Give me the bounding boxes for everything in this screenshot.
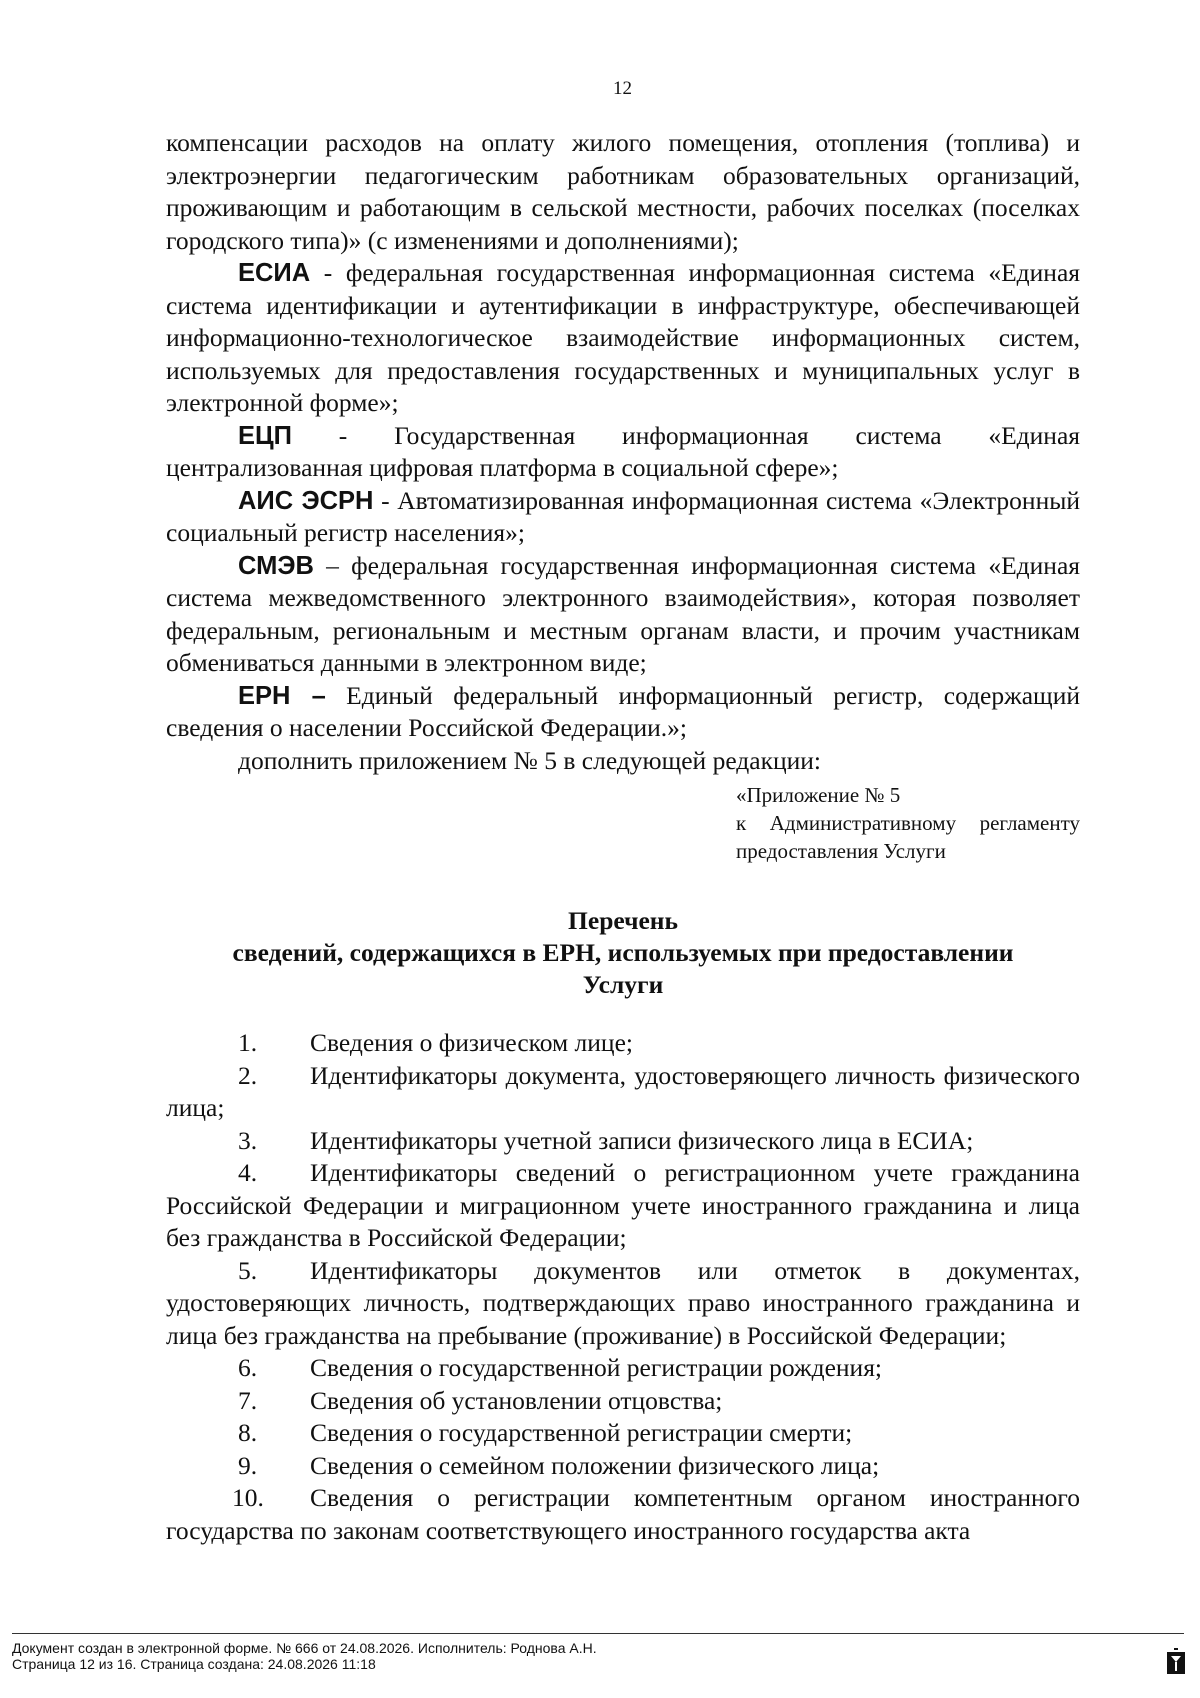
footer-line-2: Страница 12 из 16. Страница создана: 24.08.2026 11:18 xyxy=(12,1656,376,1672)
supplement-paragraph: дополнить приложением № 5 в следующей редакции: xyxy=(238,745,822,775)
term-ern: ЕРН – xyxy=(238,681,326,710)
heading-line-3: Услуги xyxy=(582,970,664,999)
definition-ecp xyxy=(166,420,1080,485)
definition-ecp-text: - Государственная информационная система «Единая централизованная цифровая платформа в социальной сфере»; xyxy=(166,420,1080,482)
list-item xyxy=(166,1157,1080,1255)
list-item-number: 1. xyxy=(238,1028,258,1057)
list-item-number: 3. xyxy=(238,1125,258,1155)
annex-reference xyxy=(736,781,1080,865)
section-heading xyxy=(166,905,1080,1001)
definition-esia-text: - федеральная государственная информационная система «Единая система идентификации и аутентификации в инфраструктуре, обеспечивающей информационно-технологическое взаимодействие информационных систем, используемых для предоставления государственных и муниципальных услуг в электронной форме»; xyxy=(166,258,1080,417)
list-item-text: Сведения о государственной регистрации рождения; xyxy=(310,1353,883,1382)
list-item-number: 2. xyxy=(238,1060,258,1090)
list-item-number: 6. xyxy=(238,1353,258,1382)
document-footer xyxy=(12,1640,597,1672)
definition-ern-text: Единый федеральный информационный регистр, содержащий сведения о населении Российской Федерации.»; xyxy=(166,680,1080,742)
list-item-number: 4. xyxy=(238,1158,258,1187)
list-item xyxy=(166,1385,1080,1418)
heading-line-1: Перечень xyxy=(568,906,678,935)
definition-esia xyxy=(166,257,1080,420)
list-item-text: Идентификаторы сведений о регистрационном учете гражданина Российской Федерации и миграционном учете иностранного гражданина и лица без гражданства в Российской Федерации; xyxy=(166,1158,1080,1252)
list-item-number: 10. xyxy=(232,1483,264,1512)
definition-ais-esrn xyxy=(166,485,1080,550)
list-item-text: Сведения об установлении отцовства; xyxy=(310,1385,723,1415)
info-list xyxy=(166,1027,1080,1547)
list-item-text: Сведения о государственной регистрации смерти; xyxy=(310,1418,853,1447)
term-ais-esrn: АИС ЭСРН xyxy=(238,486,374,515)
list-item-text: Идентификаторы документов или отметок в документах, удостоверяющих личность, подтверждающих право иностранного гражданина и лица без гражданства на пребывание (проживание) в Российской Федерации; xyxy=(166,1255,1080,1350)
bookmark-logo-icon xyxy=(1164,1648,1188,1676)
list-item xyxy=(166,1255,1080,1353)
document-body xyxy=(166,127,1080,1547)
paragraph-continuation: компенсации расходов на оплату жилого помещения, отопления (топлива) и электроэнергии педагогическим работникам образовательных организаций, проживающим и работающим в сельской местности, рабочих поселках (поселках городского типа)» (с изменениями и дополнениями); xyxy=(166,128,1080,255)
list-item xyxy=(166,1027,1080,1060)
page-number: 12 xyxy=(613,78,632,99)
list-item-text: Идентификаторы документа, удостоверяющего личность физического лица; xyxy=(166,1060,1080,1122)
annex-title: «Приложение № 5 xyxy=(736,783,901,807)
term-esia: ЕСИА xyxy=(238,259,311,287)
term-ecp: ЕЦП xyxy=(238,421,292,450)
definition-smev xyxy=(166,550,1080,680)
footer-line-1: Документ создан в электронной форме. № 666 от 24.08.2026. Исполнитель: Роднова А.Н. xyxy=(12,1640,597,1656)
list-item xyxy=(166,1450,1080,1483)
list-item-text: Сведения о физическом лице; xyxy=(310,1028,633,1057)
annex-subtitle: к Административному регламенту предоставления Услуги xyxy=(736,811,1080,863)
list-item-number: 5. xyxy=(238,1255,258,1285)
list-item xyxy=(166,1352,1080,1385)
definition-smev-text: – федеральная государственная информационная система «Единая система межведомственного электронного взаимодействия», которая позволяет федеральным, региональным и местным органам власти, и прочим участникам обмениваться данными в электронном виде; xyxy=(166,550,1080,677)
list-item xyxy=(166,1417,1080,1450)
term-smev: СМЭВ xyxy=(238,551,314,580)
definition-ern xyxy=(166,680,1080,745)
list-item-number: 8. xyxy=(238,1418,258,1447)
list-item-text: Сведения о семейном положении физического лица; xyxy=(310,1450,880,1480)
list-item-number: 9. xyxy=(238,1450,258,1480)
list-item-text: Идентификаторы учетной записи физического лица в ЕСИА; xyxy=(310,1125,974,1155)
list-item-text: Сведения о регистрации компетентным органом иностранного государства по законам соответствующего иностранного государства акта xyxy=(166,1483,1080,1545)
list-item xyxy=(166,1125,1080,1158)
list-item xyxy=(166,1482,1080,1547)
definition-ais-esrn-text: - Автоматизированная информационная система «Электронный социальный регистр населения»; xyxy=(166,485,1080,547)
footer-divider xyxy=(12,1633,1184,1634)
list-item-number: 7. xyxy=(238,1385,258,1415)
heading-line-2: сведений, содержащихся в ЕРН, используемых при предоставлении xyxy=(232,938,1014,967)
list-item xyxy=(166,1060,1080,1125)
